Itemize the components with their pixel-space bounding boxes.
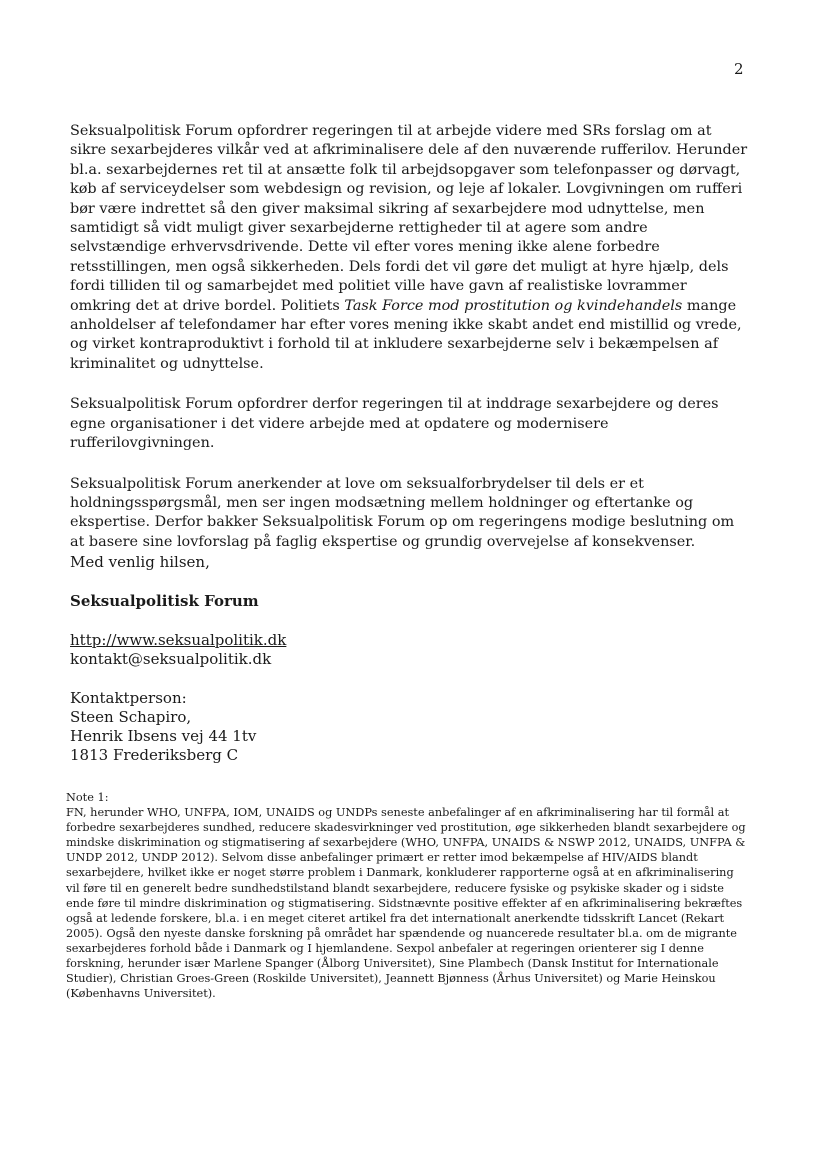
footnote xyxy=(66,790,746,1001)
paragraph-expertise: Seksualpolitisk Forum anerkender at love om seksualforbrydelser til dels er et holdningsspørgsmål, men ser ingen modsætning mellem holdninger og eftertanke og ekspertise. Derfor bakker Seksualpolitisk Forum op om regeringens modige beslutning om at basere sine lovforslag på faglig ekspertise og grundig overvejelse af konsekvenser. xyxy=(70,475,735,550)
contact-label: Kontaktperson: xyxy=(70,689,187,707)
paragraph-text: mange anholdelser af telefondamer har efter vores mening ikke skabt andet end mistillid og vrede, og virket kontraproduktivt i forhold til at inkludere sexarbejderne selv i bekæmpelsen af kriminalitet og udnyttelse. xyxy=(70,297,742,372)
closing-block xyxy=(70,553,748,765)
contact-name: Steen Schapiro, xyxy=(70,708,192,726)
paragraph-text: Seksualpolitisk Forum opfordrer regeringen til at arbejde videre med SRs forslag om at sikre sexarbejderes vilkår ved at afkriminalisere dele af den nuværende rufferilov. Herunder bl.a. sexarbejdernes ret til at ansætte folk til arbejdsopgaver som telefonpasser og dørvagt, køb af serviceydelser som webdesign og revision, og leje af lokaler. Lovgivningen om rufferi bør være indrettet så den giver maksimal sikring af sexarbejdere mod udnyttelse, men samtidigt så vidt muligt giver sexarbejderne rettigheder til at agere som andre selvstændige erhvervsdrivende. Dette vil efter vores mening ikke alene forbedre retsstillingen, men også sikkerheden. Dels fordi det vil gøre det muligt at hyre hjælp, dels fordi tilliden til og samarbejdet med politiet ville have gavn af realistiske lovrammer omkring det at drive bordel. Politiets xyxy=(70,123,748,314)
letter-body xyxy=(70,122,748,552)
paragraph-decriminalization xyxy=(70,122,748,374)
email-address: kontakt@seksualpolitik.dk xyxy=(70,650,272,668)
address-street: Henrik Ibsens vej 44 1tv xyxy=(70,727,257,745)
footnote-title: Note 1: xyxy=(66,791,109,804)
task-force-name: Task Force mod prostitution og kvindehandels xyxy=(344,297,683,314)
page-number: 2 xyxy=(734,60,744,78)
greeting: Med venlig hilsen, xyxy=(70,553,210,571)
footnote-text: FN, herunder WHO, UNFPA, IOM, UNAIDS og UNDPs seneste anbefalinger af en afkriminalisering har til formål at forbedre sexarbejderes sundhed, reducere skadesvirkninger ved prostitution, øge sikkerheden blandt sexarbejdere og mindske diskrimination og stigmatisering af sexarbejdere (WHO, UNFPA, UNAIDS & NSWP 2012, UNAIDS, UNFPA & UNDP 2012, UNDP 2012). Selvom disse anbefalinger primært er retter imod bekæmpelse af HIV/AIDS blandt sexarbejdere, hvilket ikke er noget større problem i Danmark, konkluderer rapporterne også at en afkriminalisering vil føre til en generelt bedre sundhedstilstand blandt sexarbejdere, reducere fysiske og psykiske skader og i sidste ende føre til mindre diskrimination og stigmatisering. Sidstnævnte positive effekter af en afkriminalisering bekræftes også at ledende forskere, bl.a. i en meget citeret artikel fra det internationalt anerkendte tidsskrift Lancet (Rekart 2005). Også den nyeste danske forskning på området har spændende og nuancerede resultater bl.a. om de migrante sexarbejderes forhold både i Danmark og I hjemlandene. Sexpol anbefaler at regeringen orienterer sig I denne forskning, herunder især Marlene Spanger (Ålborg Universitet), Sine Plambech (Dansk Institut for Internationale Studier), Christian Groes-Green (Roskilde Universitet), Jeannett Bjønness (Århus Universitet) og Marie Heinskou (Københavns Universitet). xyxy=(66,806,746,1001)
contact-block xyxy=(70,689,748,765)
address-city: 1813 Frederiksberg C xyxy=(70,746,239,764)
paragraph-involve-sexworkers: Seksualpolitisk Forum opfordrer derfor regeringen til at inddrage sexarbejdere og deres egne organisationer i det videre arbejde med at opdatere og modernisere rufferilovgivningen. xyxy=(70,396,719,452)
signature: Seksualpolitisk Forum xyxy=(70,592,259,610)
website-link[interactable]: http://www.seksualpolitik.dk xyxy=(70,631,287,649)
